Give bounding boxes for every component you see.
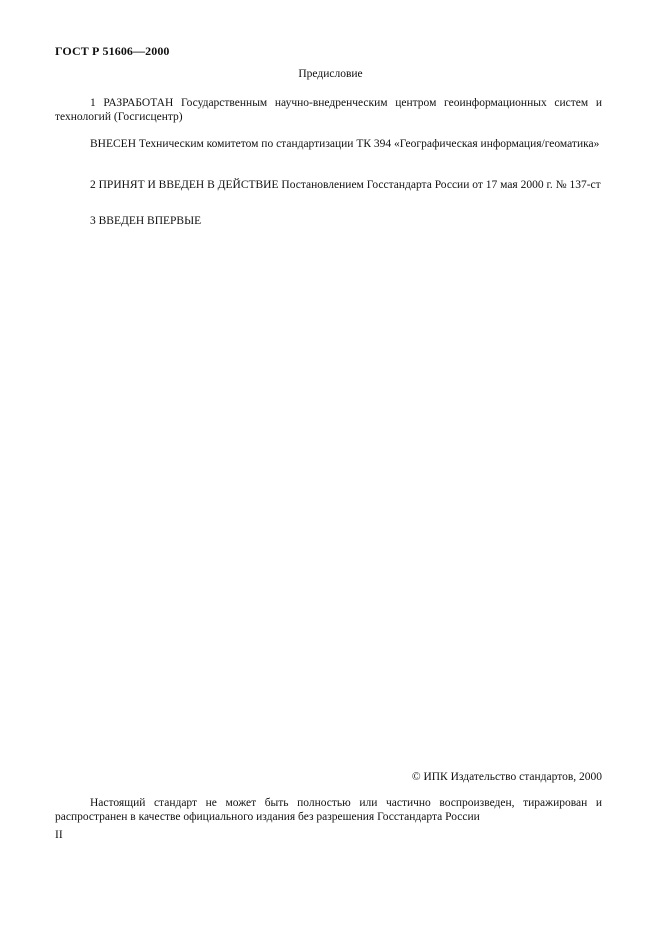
paragraph-adopted [55,179,602,193]
reproduction-notice [55,797,602,824]
paragraph-introduced-first [55,215,602,229]
paragraph-text: ВНЕСЕН Техническим комитетом по стандартизации ТК 394 «Географическая информация/геоматика» [90,138,600,150]
document-id-header: ГОСТ Р 51606—2000 [55,44,170,58]
section-title: Предисловие [298,68,363,80]
copyright-line: © ИПК Издательство стандартов, 2000 [411,771,602,783]
paragraph-submitted-by [55,138,602,152]
notice-text: Настоящий стандарт не может быть полностью или частично воспроизведен, тиражирован и распространен в качестве официального издания без разрешения Госстандарта России [55,797,602,823]
paragraph-text: 3 ВВЕДЕН ВПЕРВЫЕ [90,215,202,227]
paragraph-text: 2 ПРИНЯТ И ВВЕДЕН В ДЕЙСТВИЕ Постановлением Госстандарта России от 17 мая 2000 г. № 137-ст [90,179,601,191]
paragraph-developed-by [55,97,602,124]
paragraph-text: 1 РАЗРАБОТАН Государственным научно-внедренческим центром геоинформационных систем и технологий (Госгисцентр) [55,97,602,123]
page-number: II [55,829,63,841]
